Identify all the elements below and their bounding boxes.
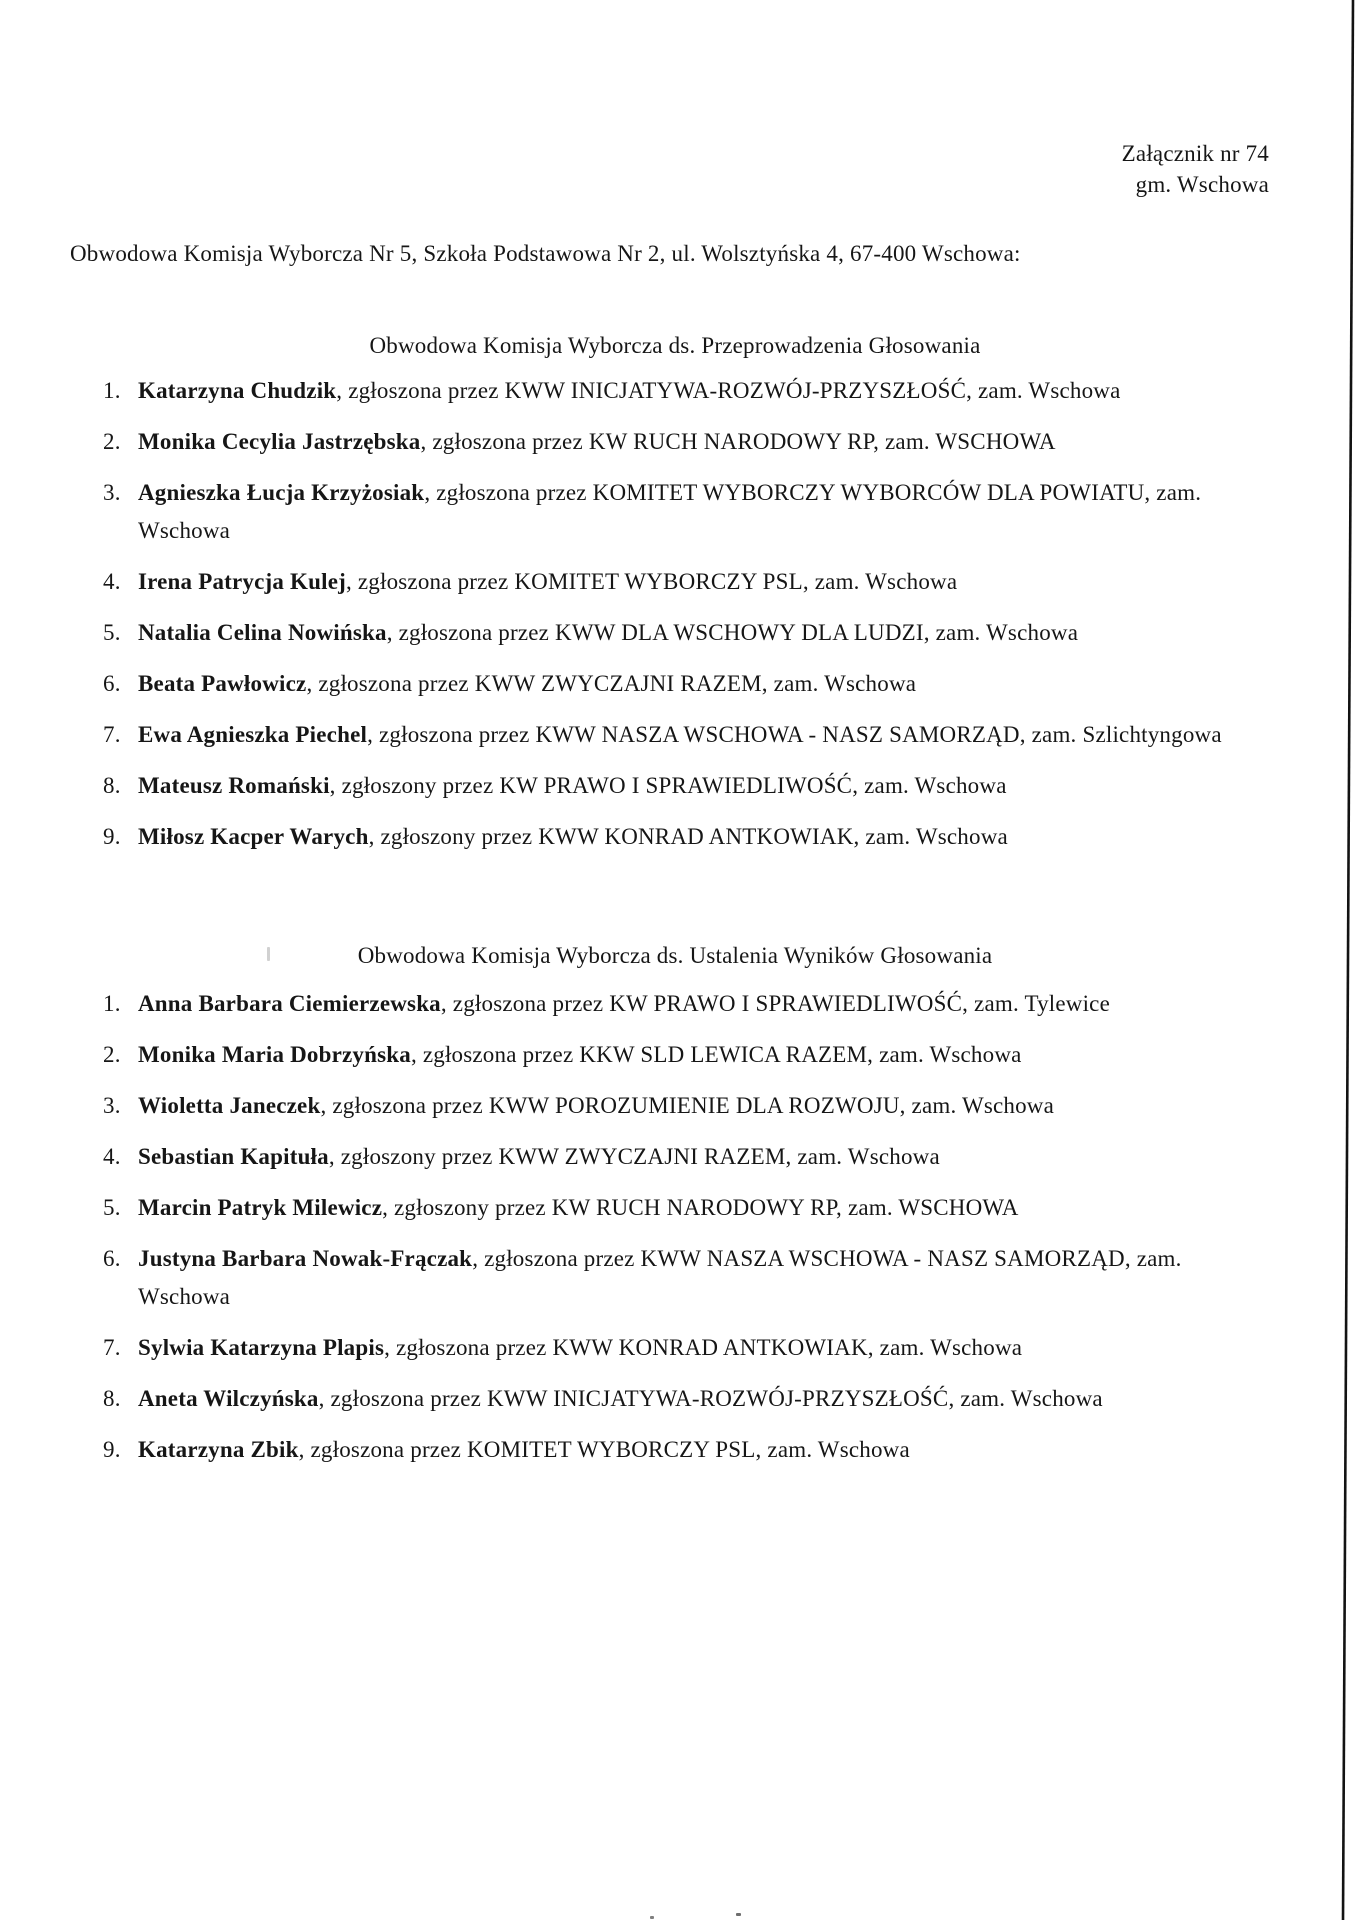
member-name: Katarzyna Zbik <box>138 1437 299 1462</box>
member-name: Natalia Celina Nowińska <box>138 620 387 645</box>
member-number: 5. <box>103 1195 121 1220</box>
member-number: 3. <box>103 480 121 505</box>
voting-commission-list <box>103 372 1253 869</box>
member-details: , zgłoszona przez KWW DLA WSCHOWY DLA LUDZI, zam. Wschowa <box>386 620 1079 645</box>
member-name: Katarzyna Chudzik <box>138 378 337 403</box>
member-item <box>103 716 1253 754</box>
member-number: 7. <box>103 722 121 747</box>
member-item <box>103 1138 1253 1176</box>
section-heading-voting: Obwodowa Komisja Wyborcza ds. Przeprowadzenia Głosowania <box>369 333 981 358</box>
member-number: 6. <box>103 671 121 696</box>
member-number: 7. <box>103 1335 121 1360</box>
member-details: , zgłoszony przez KWW KONRAD ANTKOWIAK, zam. Wschowa <box>368 824 1008 849</box>
member-item <box>103 372 1253 410</box>
member-name: Irena Patrycja Kulej <box>138 569 346 594</box>
member-details: , zgłoszona przez KWW ZWYCZAJNI RAZEM, zam. Wschowa <box>306 671 917 696</box>
member-item <box>103 614 1253 652</box>
member-details: , zgłoszona przez KWW NASZA WSCHOWA - NASZ SAMORZĄD, zam. Wschowa <box>138 1246 1182 1309</box>
member-item <box>103 1087 1253 1125</box>
member-item <box>103 767 1253 805</box>
member-details: , zgłoszona przez KWW NASZA WSCHOWA - NASZ SAMORZĄD, zam. Szlichtyngowa <box>367 722 1222 747</box>
member-number: 4. <box>103 1144 121 1169</box>
member-name: Sylwia Katarzyna Plapis <box>138 1335 385 1360</box>
scan-speck <box>650 1916 654 1919</box>
member-item <box>103 1189 1253 1227</box>
member-details: , zgłoszona przez KWW POROZUMIENIE DLA ROZWOJU, zam. Wschowa <box>320 1093 1055 1118</box>
member-name: Sebastian Kapituła <box>138 1144 329 1169</box>
member-details: , zgłoszona przez KWW INICJATYWA-ROZWÓJ-PRZYSZŁOŚĆ, zam. Wschowa <box>318 1386 1103 1411</box>
member-number: 2. <box>103 429 121 454</box>
attachment-block <box>1122 138 1269 200</box>
member-number: 6. <box>103 1246 121 1271</box>
member-number: 1. <box>103 378 121 403</box>
member-name: Anna Barbara Ciemierzewska <box>138 991 441 1016</box>
member-name: Marcin Patryk Milewicz <box>138 1195 383 1220</box>
member-number: 3. <box>103 1093 121 1118</box>
member-item <box>103 985 1253 1023</box>
member-number: 9. <box>103 1437 121 1462</box>
member-item <box>103 665 1253 703</box>
member-name: Justyna Barbara Nowak-Frączak <box>138 1246 473 1271</box>
member-details: , zgłoszona przez KOMITET WYBORCZY WYBORCÓW DLA POWIATU, zam. Wschowa <box>138 480 1202 543</box>
member-number: 8. <box>103 1386 121 1411</box>
member-name: Monika Maria Dobrzyńska <box>138 1042 411 1067</box>
member-details: , zgłoszona przez KOMITET WYBORCZY PSL, zam. Wschowa <box>298 1437 910 1462</box>
member-item <box>103 818 1253 856</box>
results-commission-list <box>103 985 1253 1482</box>
member-item <box>103 1240 1253 1316</box>
member-details: , zgłoszony przez KW PRAWO I SPRAWIEDLIWOŚĆ, zam. Wschowa <box>329 773 1007 798</box>
attachment-municipality: gm. Wschowa <box>1135 172 1269 197</box>
member-details: , zgłoszona przez KOMITET WYBORCZY PSL, zam. Wschowa <box>345 569 958 594</box>
member-name: Miłosz Kacper Warych <box>138 824 369 849</box>
member-number: 9. <box>103 824 121 849</box>
member-number: 8. <box>103 773 121 798</box>
member-name: Ewa Agnieszka Piechel <box>138 722 368 747</box>
member-item <box>103 1431 1253 1469</box>
member-item <box>103 474 1253 550</box>
member-name: Aneta Wilczyńska <box>138 1386 319 1411</box>
member-name: Beata Pawłowicz <box>138 671 307 696</box>
member-name: Mateusz Romański <box>138 773 330 798</box>
member-number: 2. <box>103 1042 121 1067</box>
member-item <box>103 1329 1253 1367</box>
member-details: , zgłoszona przez KWW KONRAD ANTKOWIAK, zam. Wschowa <box>384 1335 1023 1360</box>
member-name: Monika Cecylia Jastrzębska <box>138 429 421 454</box>
member-name: Wioletta Janeczek <box>138 1093 321 1118</box>
member-name: Agnieszka Łucja Krzyżosiak <box>138 480 425 505</box>
member-details: , zgłoszona przez KW RUCH NARODOWY RP, zam. WSCHOWA <box>420 429 1056 454</box>
member-item <box>103 1036 1253 1074</box>
member-number: 1. <box>103 991 121 1016</box>
member-item <box>103 1380 1253 1418</box>
member-number: 4. <box>103 569 121 594</box>
member-details: , zgłoszony przez KW RUCH NARODOWY RP, zam. WSCHOWA <box>382 1195 1019 1220</box>
attachment-number: Załącznik nr 74 <box>1121 141 1269 166</box>
section-heading-results: Obwodowa Komisja Wyborcza ds. Ustalenia Wyników Głosowania <box>357 943 993 968</box>
member-details: , zgłoszona przez KW PRAWO I SPRAWIEDLIWOŚĆ, zam. Tylewice <box>440 991 1111 1016</box>
member-item <box>103 423 1253 461</box>
member-details: , zgłoszona przez KKW SLD LEWICA RAZEM, zam. Wschowa <box>410 1042 1022 1067</box>
commission-address: Obwodowa Komisja Wyborcza Nr 5, Szkoła Podstawowa Nr 2, ul. Wolsztyńska 4, 67-400 Wschowa: <box>70 241 1021 266</box>
scan-speck <box>736 1913 741 1916</box>
member-details: , zgłoszona przez KWW INICJATYWA-ROZWÓJ-PRZYSZŁOŚĆ, zam. Wschowa <box>336 378 1121 403</box>
member-number: 5. <box>103 620 121 645</box>
member-item <box>103 563 1253 601</box>
member-details: , zgłoszony przez KWW ZWYCZAJNI RAZEM, zam. Wschowa <box>328 1144 940 1169</box>
